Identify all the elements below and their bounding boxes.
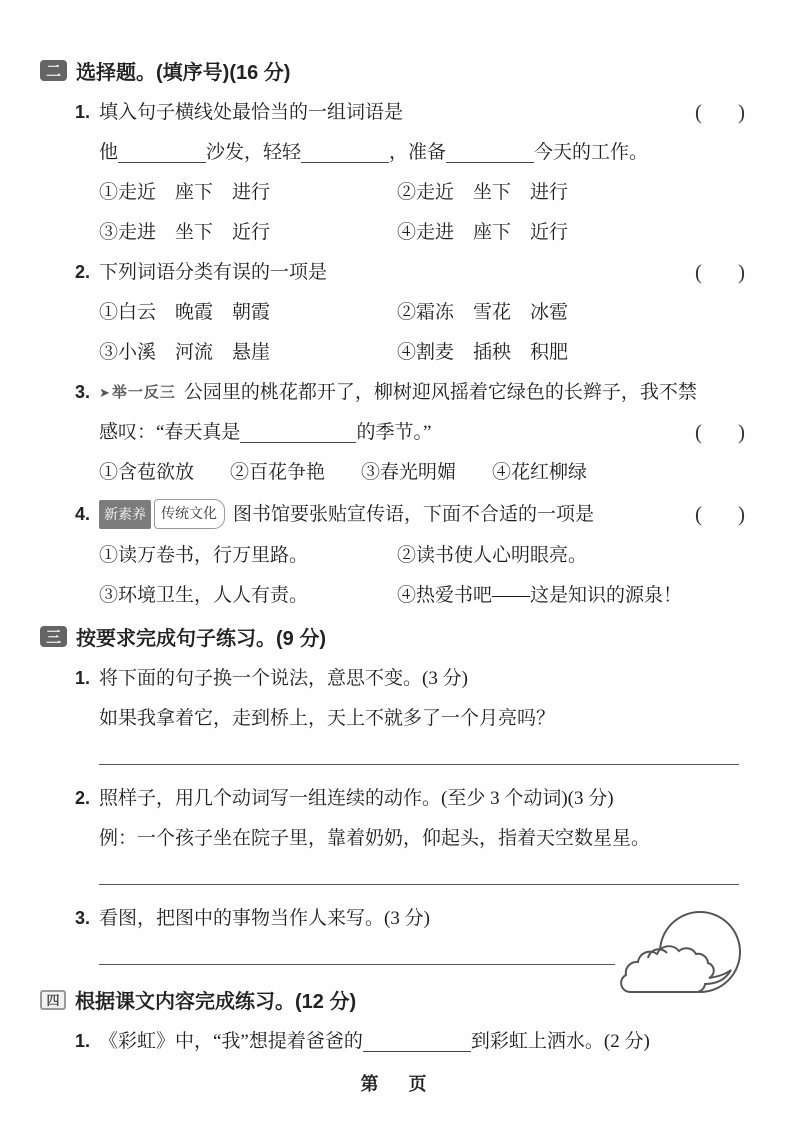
option-3: ③环境卫生，人人有责。 <box>99 585 309 606</box>
question-tag: 举一反三 <box>111 384 176 401</box>
sentence-part: 今天的工作。 <box>534 142 649 163</box>
fill-blank <box>118 142 206 163</box>
sentence-part: 的季节。” <box>356 422 432 443</box>
question-prompt-row <box>75 379 747 406</box>
option-2: ②百花争艳 <box>230 462 326 483</box>
section2-question-1 <box>75 99 747 246</box>
fill-in-sentence <box>99 419 747 446</box>
option-2: ②走近 坐下 进行 <box>397 182 569 203</box>
question-prompt: 图书馆要张贴宣传语，下面不合适的一项是 <box>233 503 595 525</box>
paren-open: ( <box>695 501 702 526</box>
option-3: ③小溪 河流 悬崖 <box>99 342 271 363</box>
question-number: 1. <box>75 1031 91 1051</box>
paren-open: ( <box>695 420 702 444</box>
option-3: ③春光明媚 <box>361 462 457 483</box>
paren-close: ) <box>738 420 745 444</box>
paren-close: ) <box>738 100 745 124</box>
fill-blank <box>240 422 356 443</box>
sentence-part: 他 <box>99 142 119 163</box>
question-prompt: 公园里的桃花都开了，柳树迎风摇着它绿色的长辫子，我不禁 <box>183 382 697 403</box>
quoted-sentence <box>99 705 747 732</box>
question-number: 4. <box>75 503 91 524</box>
section4-question-1 <box>75 1028 747 1055</box>
option-4: ④割麦 插秧 积肥 <box>397 342 569 363</box>
option-4: ④热爱书吧——这是知识的源泉！ <box>397 585 683 606</box>
option-2: ②霜冻 雪花 冰雹 <box>397 302 569 323</box>
fill-blank <box>363 1031 471 1052</box>
paren-close: ) <box>738 260 745 284</box>
option-list <box>99 542 747 609</box>
fill-blank <box>446 142 534 163</box>
option-1: ①读万卷书，行万里路。 <box>99 545 309 566</box>
question-prompt: 将下面的句子换一个说法，意思不变。(3 分) <box>99 668 468 689</box>
question-prompt-row <box>75 785 747 812</box>
section-2-badge: 二 <box>40 60 67 81</box>
section-3-badge: 三 <box>40 626 67 647</box>
option-4: ④走进 座下 近行 <box>397 222 569 243</box>
section2-question-2 <box>75 259 747 366</box>
section-4-title: 根据课文内容完成练习。(12 分) <box>75 991 357 1013</box>
question-prompt-row <box>75 665 747 692</box>
question-prompt-row <box>75 1028 747 1055</box>
sentence-text: 例：一个孩子坐在院子里，靠着奶奶，仰起头，指着天空数星星。 <box>99 828 651 849</box>
option-4: ④花红柳绿 <box>492 462 588 483</box>
section2-question-4 <box>75 499 747 609</box>
question-prompt-row <box>75 259 747 286</box>
fill-blank <box>301 142 389 163</box>
new-literacy-badge: 新素养 <box>99 500 151 529</box>
section-2-header <box>40 56 747 85</box>
example-sentence <box>99 825 747 852</box>
sentence-part: ，准备 <box>389 142 447 163</box>
section-2-title: 选择题。(填序号)(16 分) <box>76 62 291 84</box>
section3-question-2 <box>75 785 747 885</box>
question-number: 3. <box>75 908 91 928</box>
question-prompt-row <box>75 99 747 126</box>
question-number: 1. <box>75 102 91 122</box>
answer-writing-line <box>99 764 739 765</box>
traditional-culture-badge: 传统文化 <box>154 499 225 529</box>
fill-in-sentence <box>99 139 747 166</box>
question-number: 2. <box>75 788 91 808</box>
arrow-icon: ➤ <box>99 385 110 400</box>
answer-parens <box>695 419 747 446</box>
sentence-part: 到彩虹上洒水。(2 分) <box>470 1031 650 1052</box>
paren-close: ) <box>738 501 745 526</box>
option-list <box>99 459 747 486</box>
option-list <box>99 299 747 366</box>
answer-writing-line <box>99 884 739 885</box>
section-3-title: 按要求完成句子练习。(9 分) <box>76 628 326 650</box>
option-1: ①白云 晚霞 朝霞 <box>99 302 271 323</box>
sun-behind-cloud-icon <box>612 886 776 1002</box>
section2-question-3 <box>75 379 747 486</box>
section-3-header <box>40 622 747 651</box>
question-number: 2. <box>75 262 91 282</box>
option-1: ①走近 座下 进行 <box>99 182 271 203</box>
paren-open: ( <box>695 260 702 284</box>
section3-question-1 <box>75 665 747 765</box>
option-3: ③走进 坐下 近行 <box>99 222 271 243</box>
sentence-text: 如果我拿着它，走到桥上，天上不就多了一个月亮吗？ <box>99 708 556 729</box>
question-prompt: 看图，把图中的事物当作人来写。(3 分) <box>99 908 430 929</box>
answer-parens <box>695 501 747 528</box>
answer-parens <box>695 259 747 286</box>
question-prompt: 填入句子横线处最恰当的一组词语是 <box>99 102 404 123</box>
option-1: ①含苞欲放 <box>99 462 195 483</box>
sentence-part: 《彩虹》中，“我”想提着爸爸的 <box>99 1031 363 1052</box>
question-number: 3. <box>75 382 91 402</box>
section-4-badge: 四 <box>40 990 66 1010</box>
sentence-part: 感叹：“春天真是 <box>99 422 241 443</box>
question-prompt: 照样子，用几个动词写一组连续的动作。(至少 3 个动词)(3 分) <box>99 788 614 809</box>
sentence-part: 沙发，轻轻 <box>206 142 302 163</box>
question-prompt-row <box>75 499 747 529</box>
option-2: ②读书使人心明眼亮。 <box>397 545 588 566</box>
answer-writing-line <box>99 964 615 965</box>
answer-parens <box>695 99 747 126</box>
paren-open: ( <box>695 100 702 124</box>
question-number: 1. <box>75 668 91 688</box>
page-footer: 第 页 <box>360 1074 433 1094</box>
option-list <box>99 179 747 246</box>
question-prompt: 下列词语分类有误的一项是 <box>99 262 328 283</box>
